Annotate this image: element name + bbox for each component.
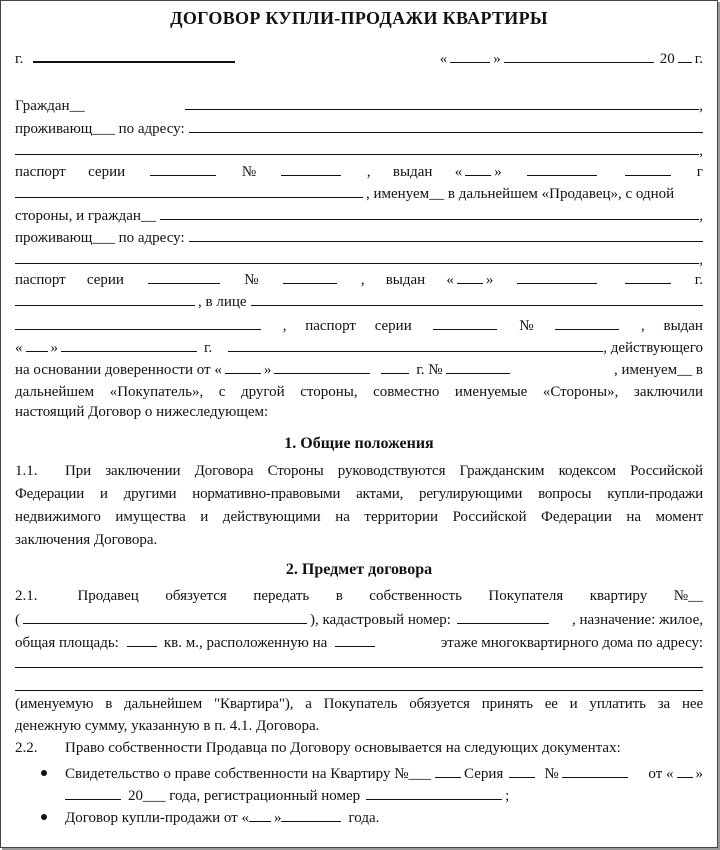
quote-close: »: [273, 810, 282, 826]
word: стороны,: [300, 384, 358, 400]
issued-label: выдан: [663, 318, 703, 334]
apartment-number-label: №__: [673, 588, 703, 604]
certificate-series-pre[interactable]: [435, 761, 461, 778]
area-field[interactable]: [127, 630, 157, 647]
agreement-text: настоящий Договор о нижеследующем:: [15, 404, 269, 420]
clause-1-1-line-2: [15, 483, 703, 506]
series-label: Серия: [464, 766, 504, 782]
seller-address-field[interactable]: [189, 116, 703, 133]
buyer-named-text: , именуем__ в: [614, 362, 703, 378]
passport-label: паспорт: [305, 318, 356, 334]
word: Покупателя: [488, 588, 564, 604]
buyer-issuer-field[interactable]: [15, 289, 195, 306]
month-field[interactable]: [504, 46, 654, 63]
passport-label: паспорт: [15, 164, 66, 180]
certificate-text: Свидетельство о праве собственности на Квартиру №___: [65, 766, 432, 782]
word: в: [335, 588, 343, 604]
clause-text: недвижимого имущества и действующими на территории Российской Федерации на момент: [15, 509, 703, 525]
cadastral-number-field[interactable]: [457, 607, 549, 624]
word: дальнейшем: [15, 384, 95, 400]
certificate-day[interactable]: [677, 761, 693, 778]
year-abbr: г.: [694, 272, 703, 288]
rep-passport-number[interactable]: [555, 313, 619, 330]
cadastral-label: ), кадастровый номер:: [310, 612, 451, 628]
certificate-month[interactable]: [65, 783, 121, 800]
rep-passport-series[interactable]: [433, 313, 497, 330]
seller-address-line-2: ,: [15, 138, 703, 163]
comma: ,: [282, 318, 287, 334]
section-2-heading: 2. Предмет договора: [285, 561, 433, 578]
buyer-address-label: проживающ___ по адресу:: [15, 230, 185, 246]
poa-month[interactable]: [274, 357, 370, 374]
in-person-text: , в лице: [198, 294, 247, 310]
seller-issued-day[interactable]: [465, 159, 491, 176]
clause-2-1-line-5: [15, 693, 703, 716]
poa-day[interactable]: [225, 357, 261, 374]
buyer-passport-series[interactable]: [148, 267, 220, 284]
buyer-name-field[interactable]: [160, 203, 699, 220]
clause-text: денежную сумму, указанную в п. 4.1. Договора.: [15, 718, 320, 734]
passport-label: паспорт: [15, 272, 66, 288]
rep-issued-month[interactable]: [61, 335, 197, 352]
basis-text: на основании доверенности от «: [15, 362, 222, 378]
buyer-address-field-2[interactable]: [15, 247, 699, 264]
series-label: серии: [374, 318, 412, 334]
buyer-representative-line: [15, 289, 703, 314]
certificate-number[interactable]: [562, 761, 628, 778]
buyer-name-line: стороны, и граждан__ ,: [15, 203, 703, 228]
paren-open: (: [15, 612, 20, 628]
other-side-text: стороны, и граждан__: [15, 208, 156, 224]
word: совместно: [373, 384, 440, 400]
city-date-line: [15, 45, 703, 71]
clause-2-1-line-2: [15, 607, 703, 632]
semicolon: ;: [505, 788, 510, 804]
clause-text: (именуемую в дальнейшем "Квартира"), а Покупатель обязуется принять ее и уплатить за нее: [15, 696, 703, 712]
word: заключили: [633, 384, 703, 400]
from-label: от «: [648, 766, 674, 782]
clause-text: заключения Договора.: [15, 532, 158, 548]
agreement-line: [15, 401, 703, 424]
seller-name-field[interactable]: [185, 93, 700, 110]
document-title: ДОГОВОР КУПЛИ-ПРОДАЖИ КВАРТИРЫ: [170, 8, 548, 28]
registration-label: 20___ года, регистрационный номер: [128, 788, 361, 804]
registration-number[interactable]: [366, 783, 502, 800]
clause-text: При заключении Договора Стороны руководствуются Гражданским кодексом Российской: [65, 463, 703, 479]
quote-close: »: [263, 362, 272, 378]
quote-close: »: [494, 164, 502, 180]
year-label: года.: [348, 810, 380, 826]
year-abbr: г.: [204, 340, 213, 356]
clause-2-1-line-6: [15, 715, 703, 738]
floor-label: кв. м., расположенную на: [163, 635, 328, 651]
quote-open: «: [446, 272, 454, 288]
area-label: общая площадь:: [15, 635, 119, 651]
section-1-heading: 1. Общие положения: [284, 435, 434, 452]
contract-month[interactable]: [281, 805, 341, 822]
buyer-address-line-2: ,: [15, 247, 703, 272]
clause-2-2-line: [15, 737, 703, 760]
word: передать: [253, 588, 310, 604]
clause-text: Право собственности Продавца по Договору основывается на следующих документах:: [65, 740, 621, 756]
city-label: г.: [15, 51, 24, 67]
seller-issuer-field[interactable]: [15, 181, 363, 198]
seller-named-text: , именуем__ в дальнейшем «Продавец», с одной: [366, 186, 675, 202]
rep-issuer-field[interactable]: [228, 335, 603, 352]
year-abbr: г: [696, 164, 703, 180]
year-field[interactable]: [678, 46, 692, 63]
floor-field[interactable]: [335, 630, 375, 647]
quote-open: «: [454, 164, 463, 180]
seller-issued-year[interactable]: [625, 159, 671, 176]
bullet-icon: [41, 770, 47, 776]
representative-name-field-2[interactable]: [15, 313, 261, 330]
year-suffix: г.: [694, 51, 703, 67]
apartment-address-field[interactable]: [15, 651, 703, 668]
seller-citizen-label: Граждан__: [15, 98, 85, 114]
clause-1-1-line-4: [15, 529, 703, 552]
acting-text: , действующего: [603, 340, 703, 356]
bullet-purchase-contract: [65, 805, 703, 830]
series-label: серии: [86, 272, 124, 288]
poa-number[interactable]: [446, 357, 510, 374]
buyer-issued-month[interactable]: [517, 267, 597, 284]
seller-issued-month[interactable]: [527, 159, 597, 176]
word: «Покупатель»,: [109, 384, 204, 400]
poa-number-label: г. №: [416, 362, 443, 378]
clause-1-1-line-3: [15, 506, 703, 529]
issued-label: выдан: [392, 164, 433, 180]
purpose-text: , назначение: жилое,: [572, 612, 703, 628]
seller-passport-number[interactable]: [281, 159, 341, 176]
address-label: этаже многоквартирного дома по адресу:: [440, 635, 703, 651]
word: Продавец: [77, 588, 139, 604]
representative-name-field[interactable]: [251, 289, 703, 306]
certificate-series[interactable]: [509, 761, 535, 778]
seller-address-label: проживающ___ по адресу:: [15, 121, 185, 137]
number-label: №: [244, 272, 259, 288]
apartment-number-words[interactable]: [23, 607, 307, 624]
quote-close: »: [695, 766, 703, 782]
clause-text: Федерации и другими нормативно-правовыми актами, регулирующими вопросы купли-продажи: [15, 486, 703, 502]
apartment-address-field-2[interactable]: [15, 674, 703, 691]
comma: ,: [360, 272, 365, 288]
seller-passport-series[interactable]: [150, 159, 216, 176]
contract-label: Договор купли-продажи от «: [65, 810, 249, 826]
day-field[interactable]: [450, 46, 490, 63]
word: обязуется: [165, 588, 227, 604]
quote-close: »: [485, 272, 494, 288]
issued-label: выдан: [385, 272, 426, 288]
clause-number: 2.2.: [15, 740, 38, 756]
poa-year[interactable]: [381, 357, 409, 374]
buyer-address-field[interactable]: [189, 225, 703, 242]
clause-2-1-address: [15, 651, 703, 668]
date-quote-open: «: [439, 51, 448, 67]
word: квартиру: [589, 588, 648, 604]
comma: ,: [641, 318, 645, 334]
seller-name-line: Граждан__ ,: [15, 93, 703, 118]
buyer-issued-day[interactable]: [457, 267, 483, 284]
buyer-passport-number[interactable]: [283, 267, 337, 284]
contract-day[interactable]: [249, 805, 271, 822]
word: собственность: [369, 588, 462, 604]
year-prefix: 20: [659, 51, 675, 67]
rep-issued-day[interactable]: [26, 335, 48, 352]
number-label: №: [544, 766, 559, 782]
basis-line: [15, 357, 703, 382]
clause-1-1-line-1: [15, 460, 703, 483]
word: именуемые: [454, 384, 528, 400]
clause-2-1-address-2: [15, 674, 703, 691]
word: с: [218, 384, 226, 400]
number-label: №: [241, 164, 257, 180]
clause-number: 2.1.: [15, 588, 38, 604]
series-label: серии: [88, 164, 126, 180]
word: «Стороны»,: [542, 384, 619, 400]
clause-number: 1.1.: [15, 463, 38, 479]
word: другой: [240, 384, 285, 400]
clause-2-1-line-1: [15, 585, 703, 608]
comma: ,: [366, 164, 371, 180]
city-field[interactable]: [33, 45, 235, 63]
buyer-issued-year[interactable]: [625, 267, 671, 284]
number-label: №: [519, 318, 534, 334]
quote-open: «: [15, 340, 23, 356]
date-quote-close: »: [493, 51, 501, 67]
quote-close: »: [50, 340, 58, 356]
seller-address-field-2[interactable]: [15, 138, 699, 155]
bullet-icon: [41, 814, 47, 820]
